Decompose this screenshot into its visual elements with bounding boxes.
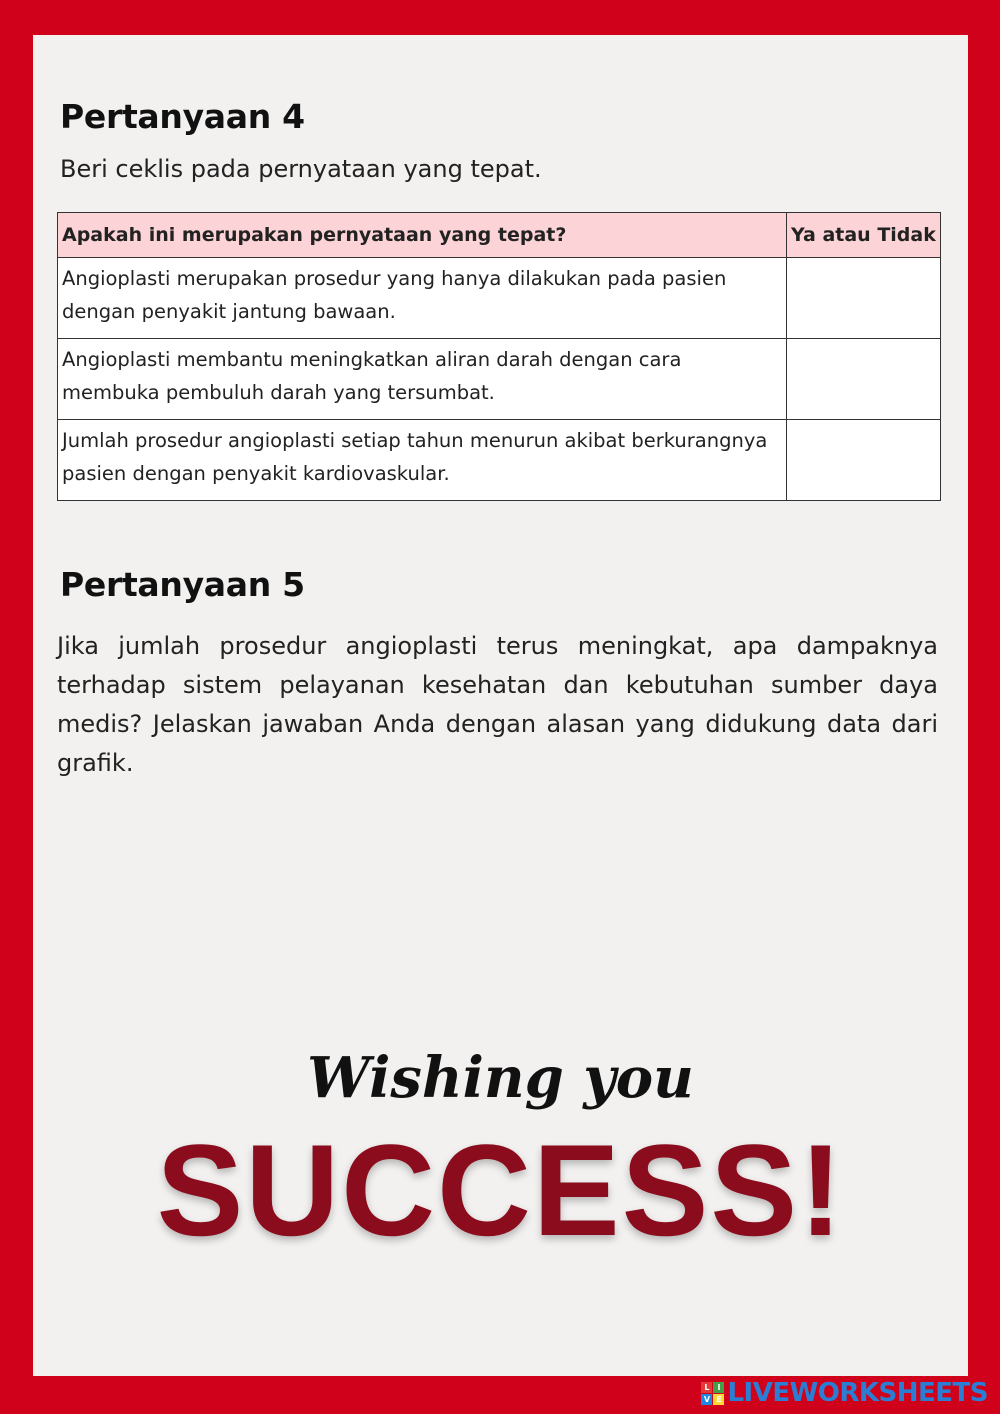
closing-wishing-text: Wishing you <box>307 1045 694 1111</box>
logo-letter: I <box>713 1382 724 1393</box>
table-header-row <box>58 213 941 258</box>
answer-cell[interactable] <box>787 258 941 339</box>
liveworksheets-logo-icon <box>701 1382 724 1405</box>
worksheet-page <box>33 35 968 1376</box>
statement-cell: Angioplasti membantu meningkatkan aliran darah dengan cara membuka pembuluh darah yang tersumbat. <box>58 339 787 420</box>
question-4-instruction: Beri ceklis pada pernyataan yang tepat. <box>60 155 542 183</box>
answer-cell[interactable] <box>787 420 941 501</box>
table-row <box>58 420 941 501</box>
statement-cell: Angioplasti merupakan prosedur yang hanya dilakukan pada pasien dengan penyakit jantung bawaan. <box>58 258 787 339</box>
logo-letter: E <box>713 1394 724 1405</box>
closing-success-text: SUCCESS! <box>156 1117 845 1263</box>
header-answer: Ya atau Tidak <box>787 213 941 258</box>
statement-cell: Jumlah prosedur angioplasti setiap tahun menurun akibat berkurangnya pasien dengan penyakit kardiovaskular. <box>58 420 787 501</box>
statement-table <box>57 212 941 501</box>
question-4-title: Pertanyaan 4 <box>60 97 305 136</box>
header-statement: Apakah ini merupakan pernyataan yang tepat? <box>58 213 787 258</box>
logo-letter: L <box>701 1382 712 1393</box>
table-row <box>58 258 941 339</box>
question-5-text: Jika jumlah prosedur angioplasti terus meningkat, apa dampaknya terhadap sistem pelayanan kesehatan dan kebutuhan sumber daya medis? Jelaskan jawaban Anda dengan alasan yang didukung data dari grafik. <box>57 632 938 777</box>
liveworksheets-brand <box>701 1378 988 1408</box>
table-row <box>58 339 941 420</box>
question-5-title: Pertanyaan 5 <box>60 565 305 604</box>
answer-cell[interactable] <box>787 339 941 420</box>
logo-letter: V <box>701 1394 712 1405</box>
liveworksheets-wordmark: LIVEWORKSHEETS <box>727 1378 988 1408</box>
